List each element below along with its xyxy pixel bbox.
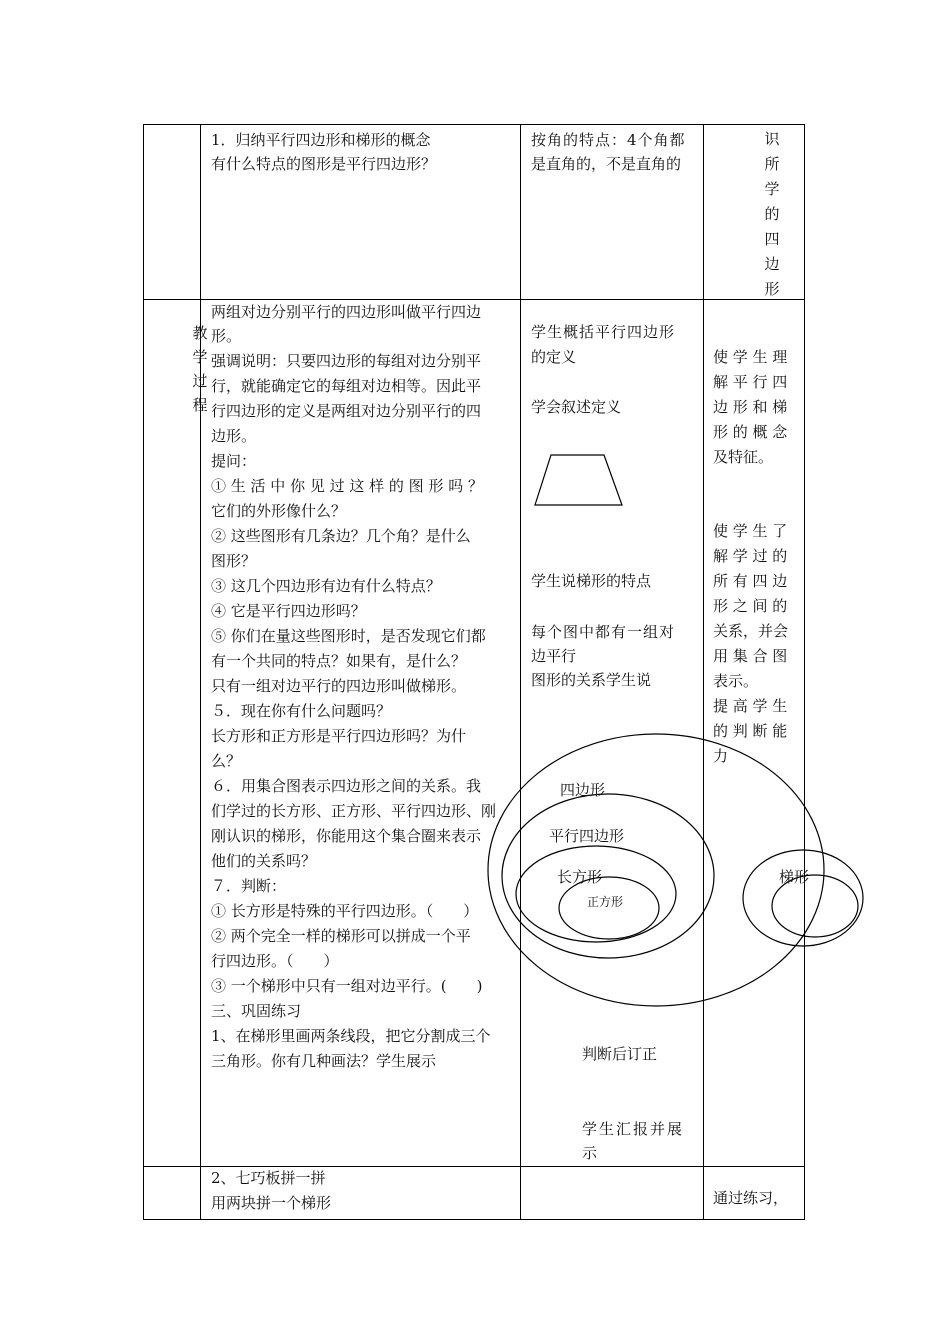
row2-col4-text: 使 学 生 理 xyxy=(713,348,788,366)
vertical-char: 学 xyxy=(192,348,208,366)
row2-col4-text: 解 平 行 四 xyxy=(713,373,788,391)
row2-col2-line: 它们的外形像什么？ xyxy=(211,502,347,520)
row2-col2-line: 有一个共同的特点？如果有，是什么？ xyxy=(211,652,467,670)
row2-col2-line: 么？ xyxy=(211,752,242,770)
row2-col2-line: 三角形。你有几种画法？学生展示 xyxy=(211,1052,437,1070)
row2-col2-line: 提问： xyxy=(211,452,257,470)
row2-col4-text: 力 xyxy=(713,747,729,765)
row2-col3-text: 学生概括平行四边形 xyxy=(531,323,676,341)
row2-col2-line: 行四边形的定义是两组对边分别平行的四 xyxy=(211,402,482,420)
row2-col2-line: ② 这些图形有几条边？几个角？是什么 xyxy=(211,527,471,545)
row2-col2-line: ⑤ 你们在量这些图形时，是否发现它们都 xyxy=(211,627,486,645)
vertical-char: 四 xyxy=(764,230,780,248)
row2-col2-line: ③ 这几个四边形有边有什么特点？ xyxy=(211,577,441,595)
vertical-char: 识 xyxy=(764,130,780,148)
row2-col4-text: 表示。 xyxy=(713,672,759,690)
row2-col4-text: 所 有 四 边 xyxy=(713,572,788,590)
row2-col4-text: 的 判 断 能 xyxy=(713,722,788,740)
row2-col2-line: 三、巩固练习 xyxy=(211,1002,302,1020)
row2-col3-text: 学会叙述定义 xyxy=(531,398,622,416)
row2-col2-line: 们学过的长方形、正方形、平行四边形、刚 xyxy=(211,802,497,820)
row2-col2-line: 图形？ xyxy=(211,552,257,570)
row2-col3-text: 判断后订正 xyxy=(582,1045,658,1063)
row2-col4-text: 形 之 间 的 xyxy=(713,597,788,615)
row1-col3-line2: 是直角的，不是直角的 xyxy=(531,155,682,173)
vertical-char: 过 xyxy=(192,372,208,390)
table-divider-col1 xyxy=(200,124,201,1220)
row2-col2-line: 边形。 xyxy=(211,427,257,445)
row2-col2-line: ③ 一个梯形中只有一组对边平行。( ) xyxy=(211,977,483,995)
row1-col3-line1: 按角的特点：4个角都 xyxy=(531,131,686,149)
row2-col4-text: 使 学 生 了 xyxy=(713,522,788,540)
row1-col2-line2: 有什么特点的图形是平行四边形？ xyxy=(211,155,437,173)
row2-col2-line: 1、在梯形里画两条线段，把它分割成三个 xyxy=(211,1027,491,1045)
row2-col2-line: 两组对边分别平行的四边形叫做平行四边 xyxy=(211,303,482,321)
row1-col2-line1: 1．归纳平行四边形和梯形的概念 xyxy=(211,131,431,149)
venn-label-rectangle: 长方形 xyxy=(557,868,603,886)
table-border-right xyxy=(804,124,805,1220)
section-label-teaching-process xyxy=(190,321,210,417)
row2-col3-text: 学生说梯形的特点 xyxy=(531,572,652,590)
venn-quadrilateral-ellipse xyxy=(488,734,824,1006)
row2-col3-text: 图形的关系学生说 xyxy=(531,671,652,689)
trapezoid-shape xyxy=(535,455,622,505)
venn-label-quadrilateral: 四边形 xyxy=(560,781,606,799)
vertical-char: 边 xyxy=(764,255,780,273)
row2-col2-line: ６．用集合图表示四边形之间的关系。我 xyxy=(211,777,482,795)
vertical-char: 所 xyxy=(764,155,780,173)
table-border-top xyxy=(143,124,805,125)
row2-col2-line: 强调说明：只要四边形的每组对边分别平 xyxy=(211,352,482,370)
row2-col3-text: 的定义 xyxy=(531,348,577,366)
row2-col3-text: 边平行 xyxy=(531,647,577,665)
row2-col3-text: 示 xyxy=(582,1144,598,1162)
venn-label-parallelogram: 平行四边形 xyxy=(549,827,625,845)
row2-col4-text: 及特征。 xyxy=(713,448,774,466)
row2-col2-line: 行四边形。（ ） xyxy=(211,952,339,970)
row1-col4-vertical-text xyxy=(762,127,782,302)
venn-trapezoid-outer-ellipse xyxy=(743,850,863,946)
row2-col3-text: 学生汇报并展 xyxy=(582,1120,685,1138)
vertical-char: 的 xyxy=(764,205,780,223)
row2-col4-text: 边 形 和 梯 xyxy=(713,398,788,416)
row2-col2-line: ② 两个完全一样的梯形可以拼成一个平 xyxy=(211,927,471,945)
row2-col2-line: ７．判断： xyxy=(211,877,287,895)
vertical-char: 程 xyxy=(192,396,208,414)
row2-col3-text: 每个图中都有一组对 xyxy=(531,623,676,641)
row2-col2-line: 刚认识的梯形，你能用这个集合圈来表示 xyxy=(211,827,482,845)
row2-col2-line: 形。 xyxy=(211,327,242,345)
row2-col4-text: 提 高 学 生 xyxy=(713,697,788,715)
vertical-char: 学 xyxy=(764,180,780,198)
row3-col2-line2: 用两块拼一个梯形 xyxy=(211,1194,332,1212)
row2-col2-line: ① 生 活 中 你 见 过 这 样 的 图 形 吗 ？ xyxy=(211,477,483,495)
row2-col4-text: 形 的 概 念 xyxy=(713,423,788,441)
row3-col2-line1: 2、七巧板拼一拼 xyxy=(211,1169,326,1187)
row2-col4-text: 用 集 合 图 xyxy=(713,647,788,665)
table-divider-col3 xyxy=(703,124,704,1220)
table-divider-col2 xyxy=(520,124,521,1220)
row2-col2-line: 行，就能确定它的每组对边相等。因此平 xyxy=(211,377,482,395)
table-border-left xyxy=(143,124,144,1220)
row2-col4-text: 解 学 过 的 xyxy=(713,547,788,565)
venn-label-trapezoid: 梯形 xyxy=(779,868,810,886)
row2-col2-line: 只有一组对边平行的四边形叫做梯形。 xyxy=(211,677,467,695)
row2-col2-line: 长方形和正方形是平行四边形吗？为什 xyxy=(211,727,467,745)
row2-col4-text: 关系，并会 xyxy=(713,622,789,640)
venn-parallelogram-ellipse xyxy=(502,794,714,958)
table-border-bottom xyxy=(143,1219,805,1220)
row2-col2-line: 他们的关系吗？ xyxy=(211,852,317,870)
row2-col2-line: ① 长方形是特殊的平行四边形。（ ） xyxy=(211,902,479,920)
row3-col4-text: 通过练习， xyxy=(713,1189,789,1207)
row2-col2-line: ５．现在你有什么问题吗？ xyxy=(211,702,392,720)
row2-col2-line: ④ 它是平行四边形吗？ xyxy=(211,602,366,620)
vertical-char: 形 xyxy=(764,280,780,298)
vertical-char: 教 xyxy=(192,324,208,342)
venn-label-square: 正方形 xyxy=(587,895,624,909)
